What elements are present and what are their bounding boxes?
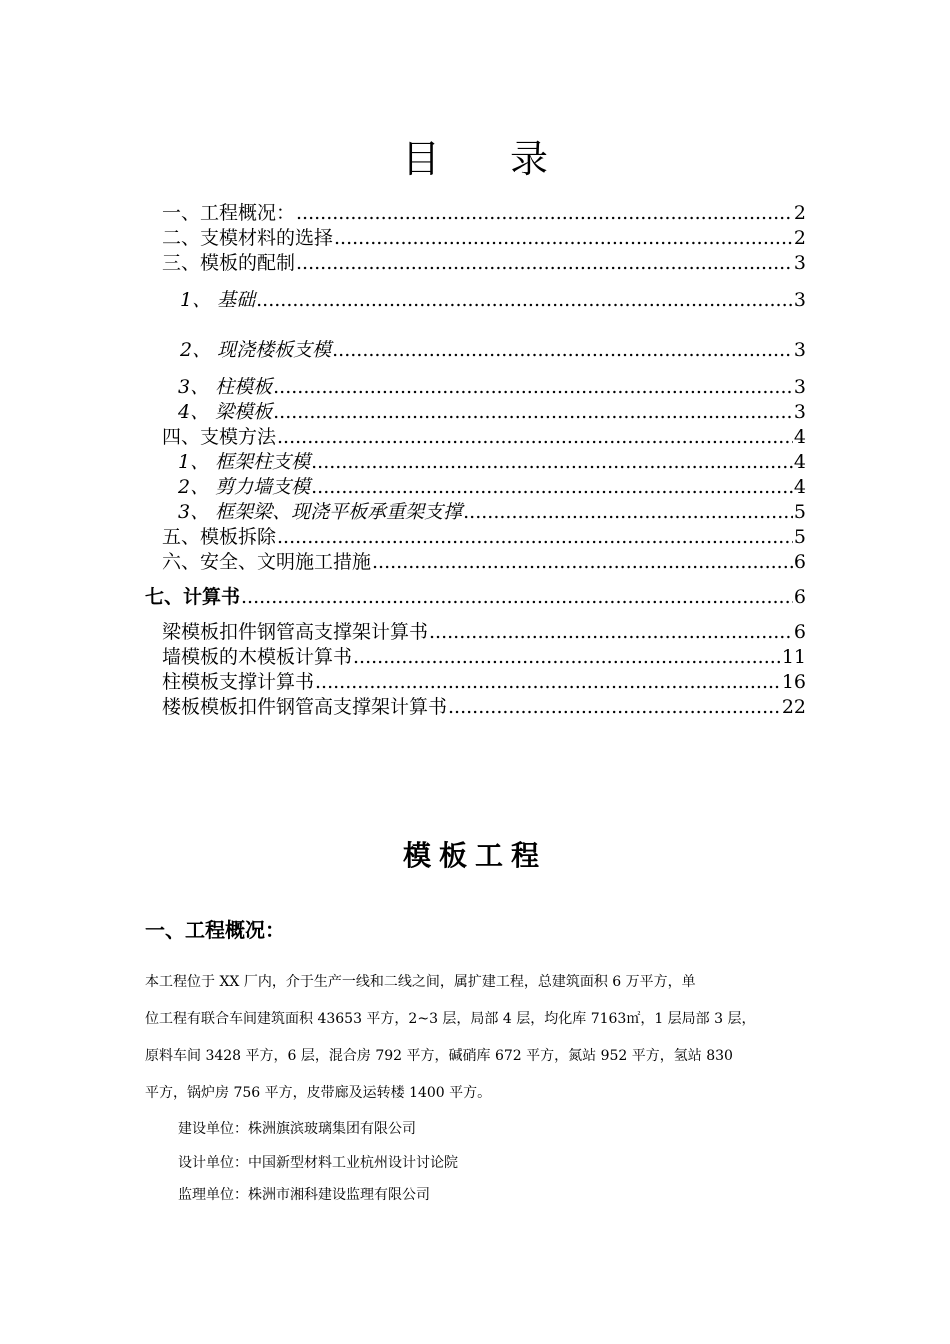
toc-entry-label: 四、支模方法 [162,426,277,448]
toc-entry[interactable] [180,286,806,312]
toc-entry-page: 16 [781,671,806,693]
toc-entry-label: 3、 框架梁、现浇平板承重架支撑 [178,501,463,523]
toc-leader-dots [463,500,793,524]
toc-entry-label: 六、安全、文明施工措施 [162,551,372,573]
toc-leader-dots [273,400,793,424]
toc-leader-dots [353,645,781,669]
toc-entry-page: 4 [793,476,806,498]
paragraph-line: 平方，锅炉房 756 平方，皮带廊及运转楼 1400 平方。 [145,1085,492,1101]
toc-entry-label: 梁模板扣件钢管高支撑架计算书 [162,621,429,643]
toc-entry-page: 3 [793,339,806,361]
toc-entry[interactable] [178,498,806,524]
supervision-unit: 监理单位：株洲市湘科建设监理有限公司 [178,1187,430,1203]
toc-leader-dots [311,450,793,474]
toc-leader-dots [256,288,793,312]
toc-leader-dots [429,620,793,644]
toc-entry[interactable] [180,336,806,362]
toc-entry[interactable] [162,643,806,669]
toc-entry-label: 楼板模板扣件钢管高支撑架计算书 [162,696,448,718]
toc-title-left: 目 [401,137,440,181]
toc-title-right: 录 [510,137,549,181]
toc-entry-label: 1、 框架柱支模 [178,451,311,473]
toc-entry[interactable] [145,583,806,609]
toc-entry-label: 七、计算书 [145,586,241,608]
toc-entry-page: 22 [781,696,806,718]
section-heading: 一、工程概况： [145,918,285,942]
overview-paragraph [145,964,815,1112]
toc-leader-dots [277,525,793,549]
toc-entry-page: 6 [793,621,806,643]
toc-leader-dots [277,425,793,449]
toc-leader-dots [296,201,793,225]
toc-title [0,128,950,183]
paragraph-line: 位工程有联合车间建筑面积 43653 平方，2~3 层，局部 4 层，均化库 7163㎡，1 层局部 3 层， [145,1011,756,1027]
toc-leader-dots [448,695,781,719]
toc-entry-label: 1、 基础 [180,289,256,311]
toc-entry[interactable] [162,224,806,250]
toc-entry-page: 4 [793,426,806,448]
design-unit: 设计单位：中国新型材料工业杭州设计讨论院 [178,1155,458,1171]
toc-leader-dots [315,670,781,694]
toc-entry-page: 4 [793,451,806,473]
toc-leader-dots [334,226,793,250]
paragraph-line: 本工程位于 XX 厂内，介于生产一线和二线之间，属扩建工程，总建筑面积 6 万平方，单 [145,974,696,990]
toc-entry-label: 墙模板的木模板计算书 [162,646,353,668]
toc-entry[interactable] [162,423,806,449]
toc-entry-label: 一、工程概况： [162,202,296,224]
toc-entry-page: 2 [793,227,806,249]
toc-entry-label: 3、 柱模板 [178,376,273,398]
toc-leader-dots [332,338,793,362]
toc-entry-page: 5 [793,501,806,523]
toc-entry-page: 3 [793,289,806,311]
toc-entry[interactable] [162,693,806,719]
toc-entry[interactable] [178,398,806,424]
toc-entry-label: 2、 现浇楼板支模 [180,339,332,361]
toc-entry-label: 二、支模材料的选择 [162,227,334,249]
construction-unit: 建设单位：株洲旗滨玻璃集团有限公司 [178,1121,416,1137]
toc-entry[interactable] [162,249,806,275]
toc-entry-page: 3 [793,376,806,398]
toc-entry-page: 3 [793,252,806,274]
toc-leader-dots [241,585,793,609]
toc-entry[interactable] [162,199,806,225]
section-title: 模板工程 [402,839,547,872]
toc-entry[interactable] [178,373,806,399]
toc-entry-page: 11 [781,646,806,668]
toc-entry-page: 6 [793,586,806,608]
toc-entry-page: 6 [793,551,806,573]
toc-leader-dots [311,475,793,499]
toc-entry-label: 4、 梁模板 [178,401,273,423]
toc-leader-dots [372,550,793,574]
toc-entry[interactable] [162,523,806,549]
toc-entry-page: 5 [793,526,806,548]
toc-entry[interactable] [162,548,806,574]
toc-entry-label: 三、模板的配制 [162,252,296,274]
toc-entry[interactable] [162,618,806,644]
toc-entry[interactable] [178,448,806,474]
toc-entry-page: 2 [793,202,806,224]
toc-entry-label: 柱模板支撑计算书 [162,671,315,693]
paragraph-line: 原料车间 3428 平方，6 层，混合房 792 平方，碱硝库 672 平方，氮站 952 平方，氢站 830 [145,1048,733,1064]
toc-entry[interactable] [162,668,806,694]
toc-entry-label: 五、模板拆除 [162,526,277,548]
toc-leader-dots [273,375,793,399]
toc-entry[interactable] [178,473,806,499]
toc-entry-page: 3 [793,401,806,423]
toc-leader-dots [296,251,793,275]
toc-entry-label: 2、 剪力墙支模 [178,476,311,498]
